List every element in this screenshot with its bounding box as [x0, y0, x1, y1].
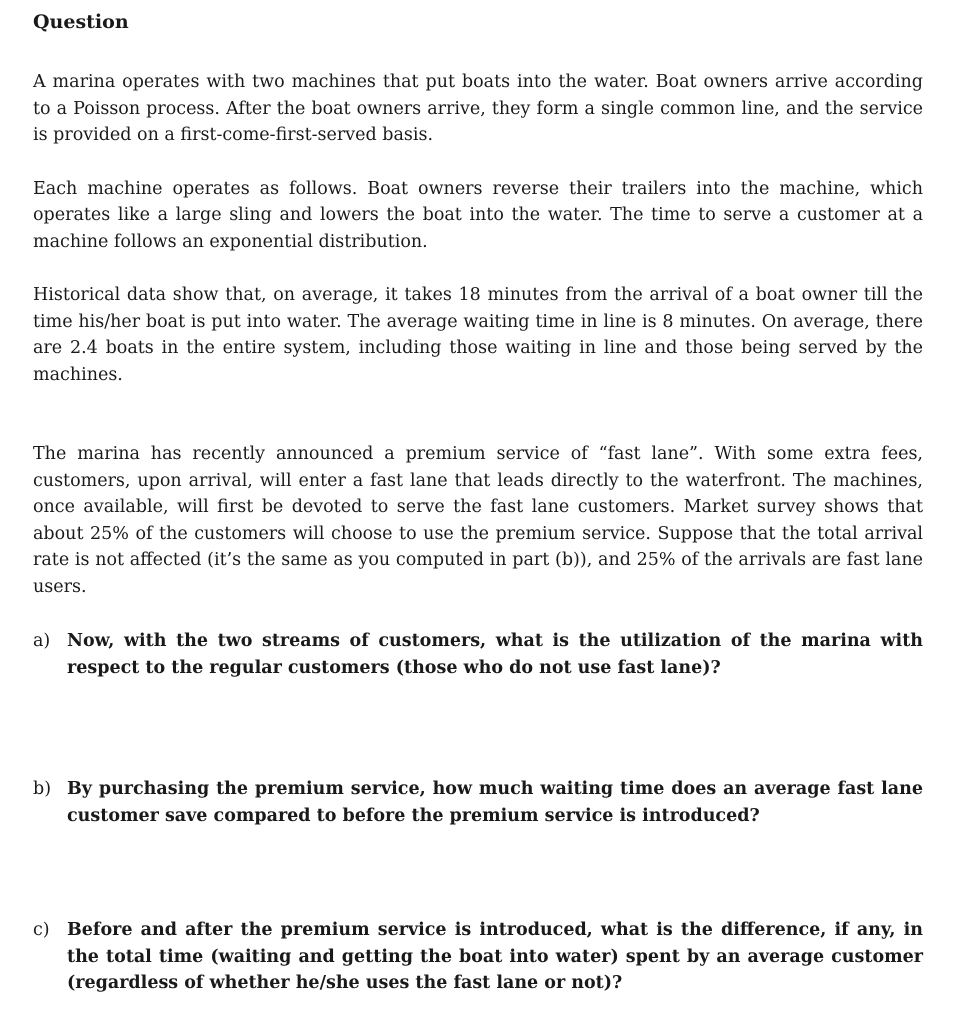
question-heading: Question	[33, 11, 129, 33]
question-a	[33, 628, 923, 681]
question-b-marker: b)	[33, 779, 52, 799]
paragraph-machine-operation: Each machine operates as follows. Boat owners reverse their trailers into the machine, which operates like a large sling and lowers the boat into the water. The time to serve a customer at a machine follows an exponential distribution.	[33, 178, 923, 252]
paragraph-historical-data: Historical data show that, on average, it takes 18 minutes from the arrival of a boat owner till the time his/her boat is put into water. The average waiting time in line is 8 minutes. On average, there are 2.4 boats in the entire system, including those waiting in line and those being served by the machines.	[33, 285, 923, 385]
document-page	[33, 8, 923, 997]
question-c-marker: c)	[33, 920, 50, 940]
paragraph-premium-service: The marina has recently announced a premium service of “fast lane”. With some extra fees, customers, upon arrival, will enter a fast lane that leads directly to the waterfront. The machines, once available, will first be devoted to serve the fast lane customers. Market survey shows that about 25% of the customers will choose to use the premium service. Suppose that the total arrival rate is not affected (it’s the same as you computed in part (b)), and 25% of the arrivals are fast lane users.	[33, 444, 923, 597]
question-b-text: By purchasing the premium service, how much waiting time does an average fast lane customer save compared to before the premium service is introduced?	[67, 779, 923, 826]
question-c-text: Before and after the premium service is introduced, what is the difference, if any, in the total time (waiting and getting the boat into water) spent by an average customer (regardless of whether he/she uses the fast lane or not)?	[67, 920, 923, 993]
question-a-text: Now, with the two streams of customers, what is the utilization of the marina with respect to the regular customers (those who do not use fast lane)?	[67, 631, 923, 678]
question-b	[33, 776, 923, 829]
paragraph-intro: A marina operates with two machines that put boats into the water. Boat owners arrive according to a Poisson process. After the boat owners arrive, they form a single common line, and the service is provided on a first-come-first-served basis.	[33, 72, 923, 145]
question-a-marker: a)	[33, 631, 51, 651]
question-c	[33, 917, 923, 997]
